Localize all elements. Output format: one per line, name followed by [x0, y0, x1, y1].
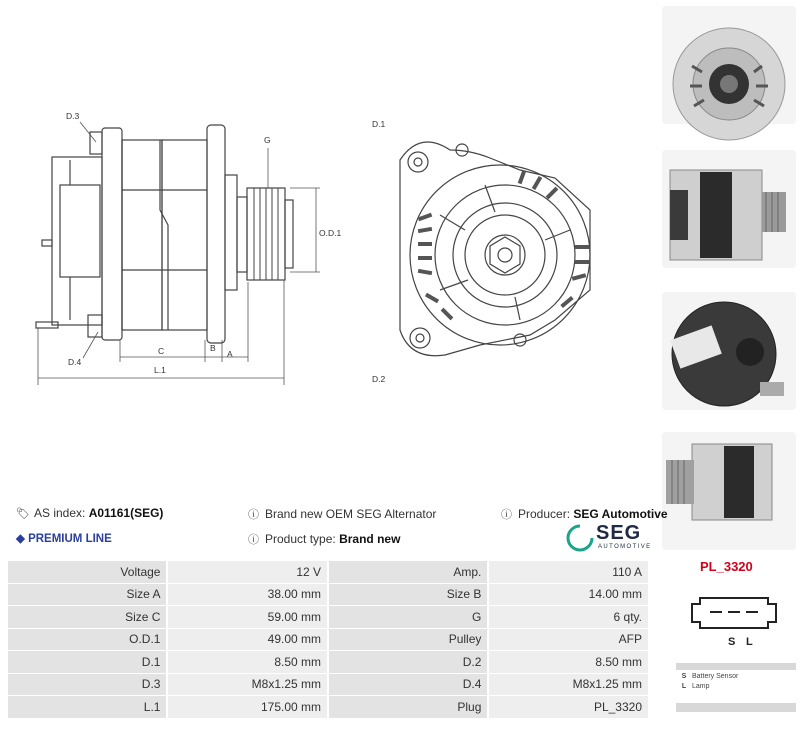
- spec-row: [8, 674, 650, 696]
- spec-label: D.2: [329, 651, 489, 673]
- spec-row: [8, 606, 650, 628]
- diamond-icon: ◆: [16, 533, 25, 545]
- label-d4: D.4: [68, 357, 82, 367]
- brand-new-info: ⓘ Brand new OEM SEG Alternator: [248, 507, 437, 521]
- spec-label: Pulley: [329, 629, 489, 651]
- product-photo-side[interactable]: [662, 150, 796, 268]
- spec-row: [8, 651, 650, 673]
- legend-footer: [676, 703, 796, 712]
- info-icon: ⓘ: [248, 534, 259, 546]
- spec-value: 8.50 mm: [168, 651, 329, 673]
- spec-label: D.3: [8, 674, 168, 696]
- spec-label: L.1: [8, 696, 168, 718]
- spec-value: M8x1.25 mm: [489, 674, 650, 696]
- label-c: C: [158, 346, 165, 356]
- spec-value: 110 A: [489, 561, 650, 583]
- legend-row-s: S Battery Sensor: [681, 673, 739, 680]
- label-od1: O.D.1: [319, 228, 342, 238]
- spec-value: PL_3320: [489, 696, 650, 718]
- specs-table: [8, 560, 650, 719]
- label-d1: D.1: [372, 119, 386, 129]
- product-type: ⓘ Product type: Brand new: [248, 532, 401, 546]
- seg-logo: SEG AUTOMOTIVE: [566, 522, 652, 554]
- info-icon: ⓘ: [248, 509, 259, 521]
- product-photo-front[interactable]: [662, 6, 796, 124]
- spec-value: 6 qty.: [489, 606, 650, 628]
- spec-label: Amp.: [329, 561, 489, 583]
- spec-value: M8x1.25 mm: [168, 674, 329, 696]
- spec-label: D.1: [8, 651, 168, 673]
- spec-value: 8.50 mm: [489, 651, 650, 673]
- producer-value: SEG Automotive: [573, 507, 668, 521]
- plug-code: PL_3320: [700, 559, 753, 574]
- as-index: 🏷︎ AS index: A01161(SEG): [16, 506, 164, 520]
- front-housing: [400, 142, 590, 356]
- spec-label: Size B: [329, 584, 489, 606]
- label-a: A: [227, 349, 233, 359]
- spec-value: 59.00 mm: [168, 606, 329, 628]
- spec-value: 175.00 mm: [168, 696, 329, 718]
- spec-value: AFP: [489, 629, 650, 651]
- tag-icon: 🏷︎: [16, 508, 30, 520]
- spec-value: 12 V: [168, 561, 329, 583]
- legend-row-l: L Lamp: [681, 683, 710, 690]
- spec-value: 49.00 mm: [168, 629, 329, 651]
- spec-label: Size C: [8, 606, 168, 628]
- product-type-value: Brand new: [339, 532, 401, 546]
- spec-value: 38.00 mm: [168, 584, 329, 606]
- producer: ⓘ Producer: SEG Automotive: [501, 507, 668, 521]
- spec-row: [8, 696, 650, 718]
- spec-label: Size A: [8, 584, 168, 606]
- as-index-value: A01161(SEG): [88, 506, 164, 520]
- spec-label: G: [329, 606, 489, 628]
- plug-diagram: [686, 590, 782, 650]
- label-d2: D.2: [372, 374, 386, 384]
- premium-line: ◆ PREMIUM LINE: [16, 533, 112, 545]
- label-g: G: [264, 135, 271, 145]
- spec-label: Voltage: [8, 561, 168, 583]
- spec-label: O.D.1: [8, 629, 168, 651]
- info-icon: ⓘ: [501, 509, 512, 521]
- spec-label: D.4: [329, 674, 489, 696]
- product-photo-side-2[interactable]: [662, 432, 796, 550]
- spec-label: Plug: [329, 696, 489, 718]
- product-photo-rear[interactable]: [662, 292, 796, 410]
- label-d3: D.3: [66, 111, 80, 121]
- spec-value: 14.00 mm: [489, 584, 650, 606]
- spec-row: [8, 629, 650, 651]
- product-photos: [662, 0, 800, 500]
- label-l1: L.1: [154, 365, 166, 375]
- spec-row: [8, 584, 650, 606]
- label-b: B: [210, 343, 216, 353]
- pin-s-label: S: [728, 636, 736, 648]
- legend-header: [676, 663, 796, 670]
- pin-l-label: L: [746, 636, 753, 648]
- spec-row: [8, 561, 650, 583]
